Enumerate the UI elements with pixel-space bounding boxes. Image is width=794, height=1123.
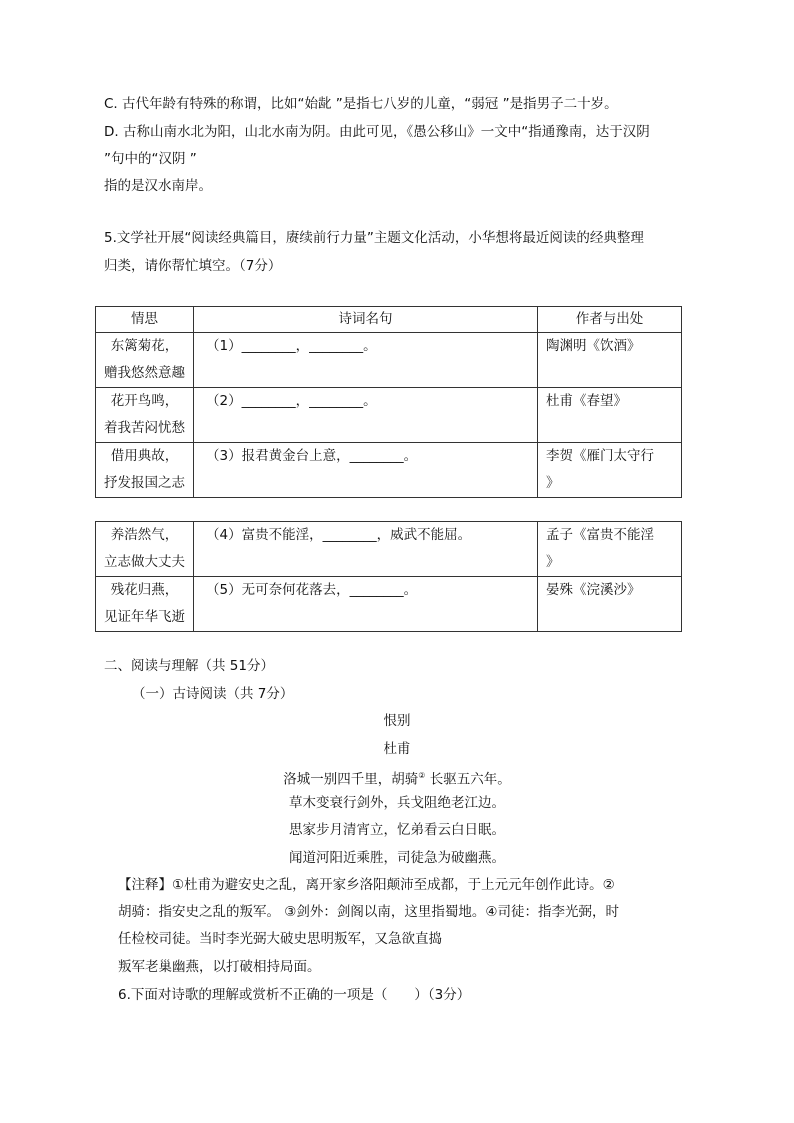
- option-d-line1: D. 古称山南水北为阳，山北水南为阴。由此可见，《愚公移山》一文中“指通豫南，达于汉阴: [104, 124, 650, 140]
- row-verse-blank[interactable]: （1）________，________。: [194, 333, 538, 388]
- row-author: 陶渊明《饮酒》: [538, 333, 682, 388]
- question-5-line1: 5.文学社开展“阅读经典篇目，赓续前行力量”主题文化活动，小华想将最近阅读的经典整理: [104, 230, 644, 246]
- poem-line: 闻道河阳近乘胜，司徒急为破幽燕。: [289, 850, 505, 866]
- row-theme: 养浩然气， 立志做大丈夫: [96, 522, 194, 577]
- section-2-subtitle: （一）古诗阅读（共 7分）: [132, 686, 294, 702]
- table-row: [96, 522, 682, 577]
- poem-title: 恨别: [383, 713, 411, 729]
- table-row: [96, 333, 682, 388]
- poem-table-continued: [95, 521, 682, 632]
- row-author: 杜甫《春望》: [538, 388, 682, 443]
- row-author: 孟子《富贵不能淫 》: [538, 522, 682, 577]
- poem-line: 草木变衰行剑外，兵戈阻绝老江边。: [289, 795, 505, 811]
- option-d-line2: ”句中的“汉阴 ”: [104, 151, 197, 167]
- header-theme: 情思: [96, 307, 194, 333]
- question-5-line2: 归类，请你帮忙填空。（7分）: [104, 258, 282, 274]
- table-row: [96, 577, 682, 632]
- table-header-row: [96, 307, 682, 333]
- question-6: 6.下面对诗歌的理解或赏析不正确的一项是（ ）（3分）: [118, 987, 471, 1003]
- row-verse-blank[interactable]: （4）富贵不能淫，________，威武不能屈。: [194, 522, 538, 577]
- poem-line: 思家步月清宵立，忆弟看云白日眠。: [289, 822, 505, 838]
- row-author: 晏殊《浣溪沙》: [538, 577, 682, 632]
- option-d-line3: 指的是汉水南岸。: [104, 178, 212, 194]
- row-verse-blank[interactable]: （2）________，________。: [194, 388, 538, 443]
- table-row: [96, 388, 682, 443]
- table-row: [96, 443, 682, 498]
- row-theme: 借用典故， 抒发报国之志: [96, 443, 194, 498]
- row-verse-blank[interactable]: （5）无可奈何花落去，________。: [194, 577, 538, 632]
- poem-line: 洛城一别四千里，胡骑② 长驱五六年。: [283, 771, 511, 788]
- row-author: 李贺《雁门太守行 》: [538, 443, 682, 498]
- option-c: C. 古代年龄有特殊的称谓，比如“始龀 ”是指七八岁的儿童，“弱冠 ”是指男子二十岁。: [104, 96, 618, 112]
- notes-line3: 任检校司徒。当时李光弼大破史思明叛军，又急欲直捣: [118, 931, 442, 947]
- notes-line1: 【注释】①杜甫为避安史之乱，离开家乡洛阳颠沛至成都，于上元元年创作此诗。②: [118, 877, 615, 893]
- row-theme: 东篱菊花， 赠我悠然意趣: [96, 333, 194, 388]
- header-author: 作者与出处: [538, 307, 682, 333]
- row-theme: 残花归燕， 见证年华飞逝: [96, 577, 194, 632]
- note-marker: ②: [418, 771, 426, 780]
- row-theme: 花开鸟鸣， 着我苦闷忧愁: [96, 388, 194, 443]
- poem-author: 杜甫: [383, 741, 411, 757]
- notes-line2: 胡骑：指安史之乱的叛军。 ③剑外：剑阁以南，这里指蜀地。④司徒：指李光弼，时: [118, 904, 619, 920]
- row-verse-blank[interactable]: （3）报君黄金台上意，________。: [194, 443, 538, 498]
- header-verse: 诗词名句: [194, 307, 538, 333]
- notes-line4: 叛军老巢幽燕，以打破相持局面。: [118, 959, 321, 975]
- section-2-title: 二、阅读与理解（共 51分）: [104, 658, 274, 674]
- poem-table: [95, 306, 682, 498]
